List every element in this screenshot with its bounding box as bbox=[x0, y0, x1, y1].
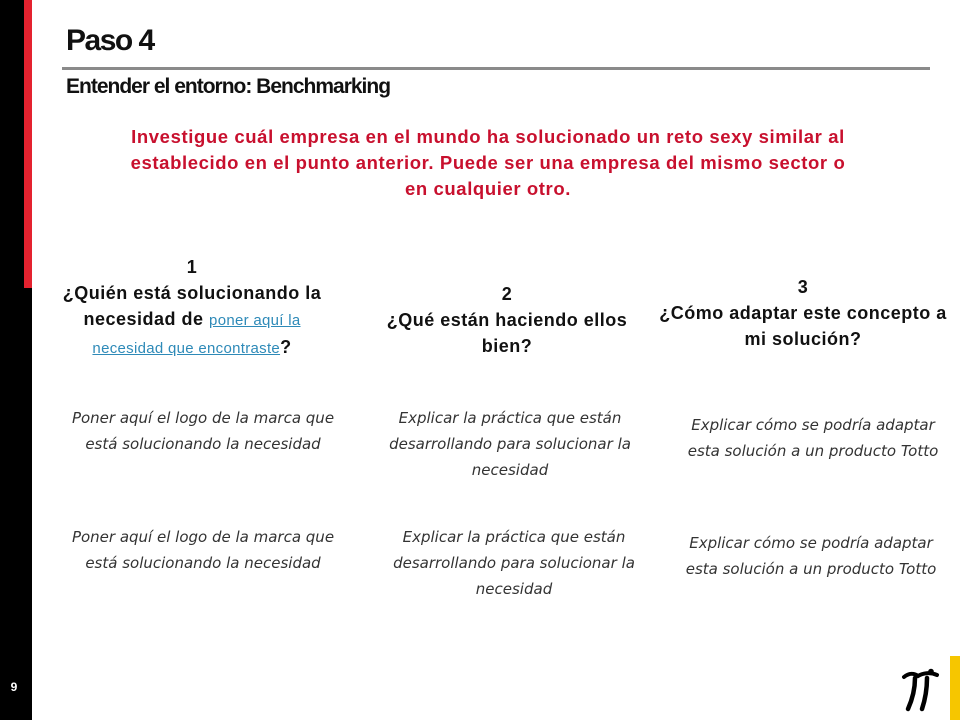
column-1-question-text: ¿Quién está solucionando la necesidad de bbox=[62, 283, 322, 329]
totto-logo-icon bbox=[900, 668, 940, 712]
column-3-question: ¿Cómo adaptar este concepto a mi solución? bbox=[659, 303, 947, 349]
page-number: 9 bbox=[10, 680, 18, 694]
column-1-question-mark: ? bbox=[280, 337, 292, 357]
column-3-number: 3 bbox=[797, 277, 809, 297]
column-3-header bbox=[658, 274, 948, 352]
red-accent-strip bbox=[24, 0, 32, 288]
column-1-number: 1 bbox=[186, 257, 198, 277]
column-2-header bbox=[375, 281, 639, 359]
row-2-practice-placeholder[interactable]: Explicar la práctica que están desarrollando para solucionar la necesidad bbox=[393, 528, 635, 598]
row-1-practice-placeholder[interactable]: Explicar la práctica que están desarrollando para solucionar la necesidad bbox=[389, 409, 631, 479]
column-1-question bbox=[50, 280, 334, 362]
row-1-adaptation-placeholder[interactable]: Explicar cómo se podría adaptar esta solución a un producto Totto bbox=[687, 416, 939, 460]
row-1-brand-logo-placeholder[interactable]: Poner aquí el logo de la marca que está solucionando la necesidad bbox=[71, 409, 335, 453]
yellow-accent-strip bbox=[950, 656, 960, 720]
column-2-number: 2 bbox=[501, 284, 513, 304]
row-2-brand-logo-placeholder[interactable]: Poner aquí el logo de la marca que está solucionando la necesidad bbox=[71, 528, 335, 572]
slide-title: Paso 4 bbox=[66, 24, 154, 57]
necesidad-link[interactable]: poner aquí la necesidad que encontraste bbox=[92, 312, 301, 357]
intro-instructions: Investigue cuál empresa en el mundo ha solucionado un reto sexy similar al establecido en el punto anterior. Puede ser una empresa del mismo sector o en cualquier otro. bbox=[130, 126, 846, 199]
row-2-adaptation-placeholder[interactable]: Explicar cómo se podría adaptar esta solución a un producto Totto bbox=[685, 534, 937, 578]
column-1-header bbox=[50, 254, 334, 362]
slide-subtitle: Entender el entorno: Benchmarking bbox=[66, 75, 391, 98]
title-divider bbox=[62, 67, 930, 70]
column-2-question: ¿Qué están haciendo ellos bien? bbox=[386, 310, 628, 356]
